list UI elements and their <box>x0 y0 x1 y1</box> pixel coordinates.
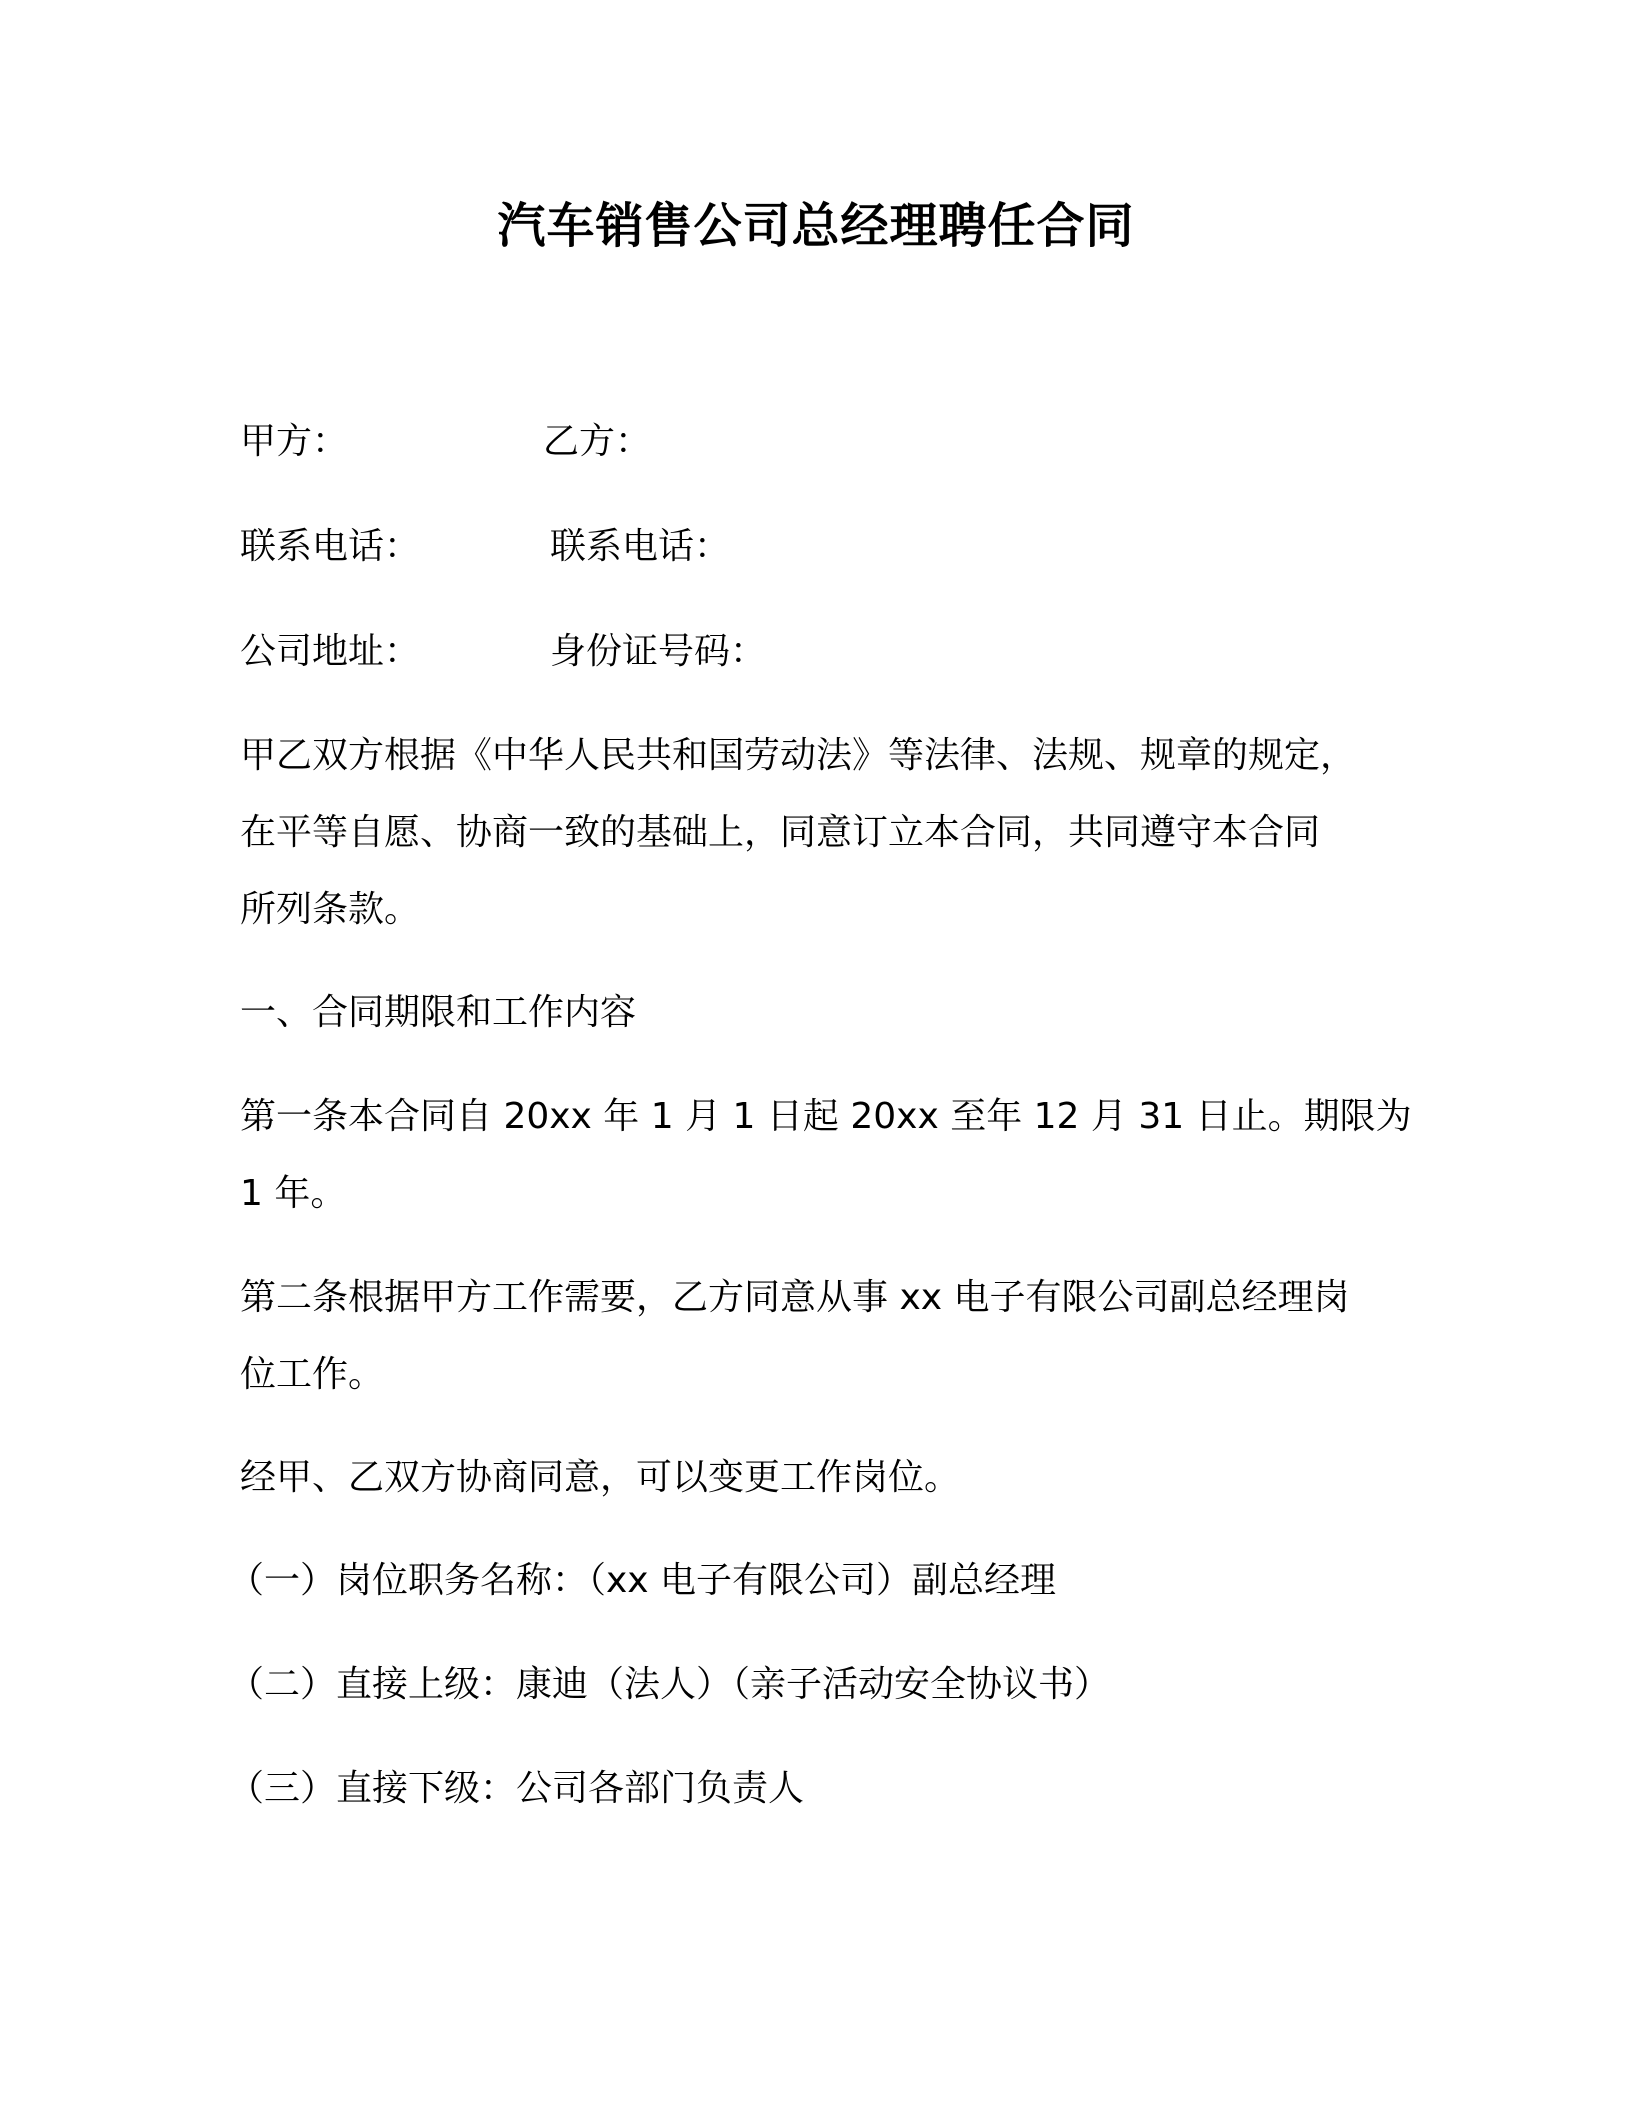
party-b-label: 乙方： <box>543 421 652 462</box>
intro-line: 甲乙双方根据《中华人民共和国劳动法》等法律、法规、规章的规定， <box>240 735 1357 776</box>
article-one-line: 第一条本合同自 20xx 年 1 月 1 日起 20xx 至年 12 月 31 日止。期限为 <box>240 1096 1412 1137</box>
intro-line: 所列条款。 <box>240 889 421 930</box>
article-two <box>240 1259 1400 1413</box>
party-a-label: 甲方： <box>240 421 349 462</box>
article-two-line: 第二条根据甲方工作需要，乙方同意从事 xx 电子有限公司副总经理岗 <box>240 1277 1350 1318</box>
document-title: 汽车销售公司总经理聘任合同 <box>497 198 1135 254</box>
item-direct-subordinates: （三）直接下级：公司各部门负责人 <box>228 1768 805 1809</box>
article-one-line: 1 年。 <box>240 1173 347 1214</box>
change-note: 经甲、乙双方协商同意，可以变更工作岗位。 <box>240 1457 961 1498</box>
intro-line: 在平等自愿、协商一致的基础上，同意订立本合同，共同遵守本合同 <box>240 812 1321 853</box>
party-b-phone-label: 联系电话： <box>550 526 731 567</box>
section-one-heading: 一、合同期限和工作内容 <box>240 992 637 1033</box>
party-a-phone-label: 联系电话： <box>240 526 421 567</box>
article-one <box>240 1078 1412 1232</box>
intro-paragraph <box>240 717 1400 948</box>
item-direct-superior: （二）直接上级：康迪（法人）（亲子活动安全协议书） <box>228 1664 1111 1705</box>
party-b-id-label: 身份证号码： <box>550 631 767 672</box>
item-position-title: （一）岗位职务名称：（xx 电子有限公司）副总经理 <box>228 1560 1057 1601</box>
article-two-line: 位工作。 <box>240 1354 385 1395</box>
party-a-address-label: 公司地址： <box>240 631 421 672</box>
